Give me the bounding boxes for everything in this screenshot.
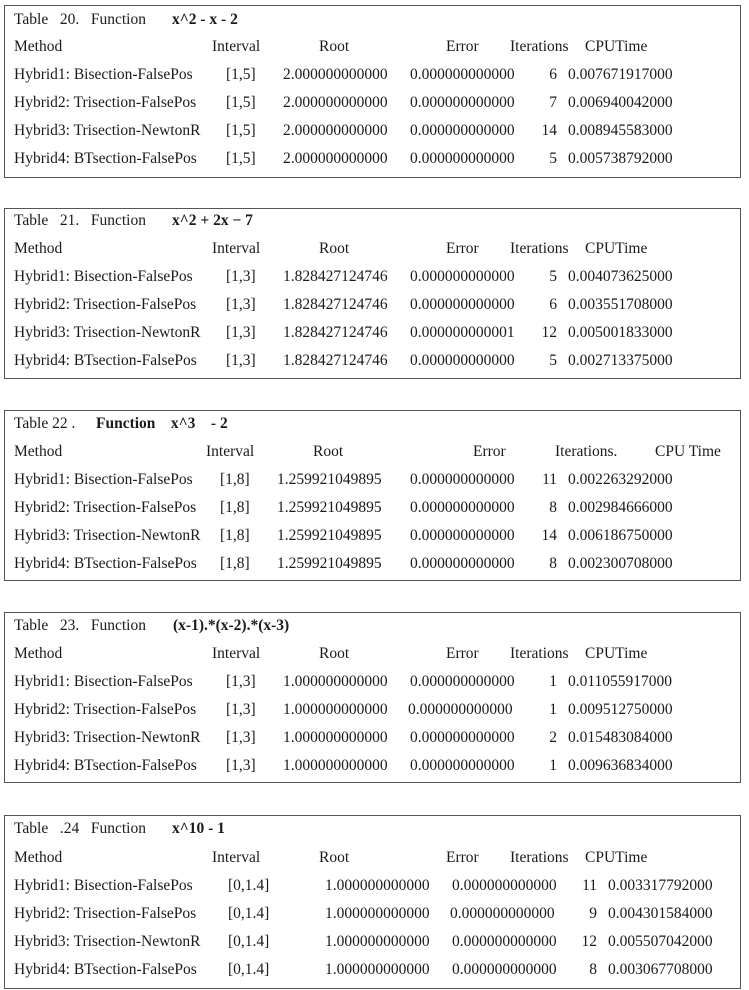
cell-cputime: 0.004073625000 [568, 268, 673, 285]
header-method: Method [14, 849, 63, 866]
cell-cputime: 0.009512750000 [568, 701, 673, 718]
cell-iterations: 5 [549, 352, 557, 369]
cell-interval: [0,1.4] [228, 961, 270, 978]
table-header [5, 442, 742, 462]
cell-error: 0.000000000000 [410, 66, 515, 83]
header-cputime: CPUTime [585, 38, 648, 55]
table-24 [4, 815, 741, 989]
function-expression: x^2 + 2x − 7 [172, 212, 253, 229]
cell-iterations: 5 [549, 268, 557, 285]
table-header [5, 644, 742, 664]
cell-interval: [1,3] [226, 701, 256, 718]
cell-error: 0.000000000000 [450, 905, 555, 922]
header-method: Method [14, 443, 63, 460]
cell-error: 0.000000000000 [452, 877, 557, 894]
cell-method: Hybrid1: Bisection-FalsePos [14, 66, 193, 83]
cell-root: 1.000000000000 [283, 701, 388, 718]
header-method: Method [14, 645, 63, 662]
cell-iterations: 1 [549, 673, 557, 690]
header-method: Method [14, 38, 63, 55]
cell-error: 0.000000000000 [408, 701, 513, 718]
cell-error: 0.000000000001 [410, 324, 515, 341]
cell-error: 0.000000000000 [410, 499, 515, 516]
cell-cputime: 0.006940042000 [568, 94, 673, 111]
cell-iterations: 7 [549, 94, 557, 111]
cell-error: 0.000000000000 [452, 961, 557, 978]
table-row [5, 93, 742, 113]
cell-error: 0.000000000000 [410, 94, 515, 111]
table-row [5, 960, 742, 980]
cell-cputime: 0.003067708000 [608, 961, 713, 978]
cell-error: 0.000000000000 [410, 296, 515, 313]
cell-method: Hybrid1: Bisection-FalsePos [14, 877, 193, 894]
cell-method: Hybrid3: Trisection-NewtonR [14, 933, 201, 950]
cell-method: Hybrid3: Trisection-NewtonR [14, 324, 201, 341]
cell-iterations: 8 [589, 961, 597, 978]
cell-error: 0.000000000000 [410, 555, 515, 572]
header-root: Root [319, 645, 350, 662]
cell-cputime: 0.011055917000 [568, 673, 673, 690]
cell-cputime: 0.006186750000 [568, 527, 673, 544]
header-root: Root [319, 240, 350, 257]
header-interval: Interval [212, 849, 261, 866]
cell-iterations: 14 [541, 527, 557, 544]
header-interval: Interval [212, 38, 261, 55]
cell-iterations: 12 [581, 933, 597, 950]
header-iterations: Iterations [510, 849, 569, 866]
header-error: Error [446, 38, 479, 55]
cell-interval: [1,5] [226, 122, 256, 139]
header-root: Root [313, 443, 344, 460]
cell-interval: [1,3] [226, 352, 256, 369]
header-iterations: Iterations [510, 645, 569, 662]
header-error: Error [446, 849, 479, 866]
header-root: Root [319, 38, 350, 55]
cell-root: 1.000000000000 [283, 757, 388, 774]
cell-cputime: 0.002713375000 [568, 352, 673, 369]
cell-method: Hybrid2: Trisection-FalsePos [14, 296, 197, 313]
cell-error: 0.000000000000 [410, 471, 515, 488]
table-row [5, 756, 742, 776]
function-expression: x^2 - x - 2 [172, 11, 238, 28]
cell-interval: [1,8] [220, 471, 250, 488]
table-row [5, 323, 742, 343]
cell-root: 1.828427124746 [283, 268, 388, 285]
table-header [5, 848, 742, 868]
cell-method: Hybrid2: Trisection-FalsePos [14, 499, 197, 516]
cell-interval: [1,8] [220, 555, 250, 572]
cell-root: 1.259921049895 [277, 527, 382, 544]
cell-cputime: 0.002300708000 [568, 555, 673, 572]
header-cputime: CPUTime [585, 645, 648, 662]
cell-root: 2.000000000000 [283, 122, 388, 139]
table-row [5, 876, 742, 896]
header-error: Error [446, 240, 479, 257]
table-20 [4, 5, 741, 178]
table-23 [4, 612, 741, 783]
cell-cputime: 0.003551708000 [568, 296, 673, 313]
cell-iterations: 8 [549, 555, 557, 572]
cell-root: 1.828427124746 [283, 296, 388, 313]
cell-cputime: 0.005507042000 [608, 933, 713, 950]
cell-cputime: 0.005738792000 [568, 150, 673, 167]
cell-root: 1.000000000000 [283, 729, 388, 746]
cell-interval: [1,8] [220, 499, 250, 516]
cell-error: 0.000000000000 [410, 150, 515, 167]
cell-interval: [1,8] [220, 527, 250, 544]
cell-interval: [1,5] [226, 150, 256, 167]
cell-iterations: 1 [549, 757, 557, 774]
cell-error: 0.000000000000 [410, 673, 515, 690]
cell-interval: [1,3] [226, 268, 256, 285]
cell-interval: [1,3] [226, 729, 256, 746]
cell-cputime: 0.005001833000 [568, 324, 673, 341]
cell-method: Hybrid2: Trisection-FalsePos [14, 905, 197, 922]
cell-root: 1.000000000000 [325, 933, 430, 950]
cell-interval: [1,3] [226, 673, 256, 690]
cell-method: Hybrid2: Trisection-FalsePos [14, 701, 197, 718]
cell-error: 0.000000000000 [410, 352, 515, 369]
cell-cputime: 0.004301584000 [608, 905, 713, 922]
header-error: Error [446, 645, 479, 662]
header-interval: Interval [206, 443, 255, 460]
table-21 [4, 208, 741, 379]
cell-error: 0.000000000000 [410, 757, 515, 774]
cell-iterations: 12 [541, 324, 557, 341]
header-iterations: Iterations [510, 38, 569, 55]
table-header [5, 239, 742, 259]
cell-root: 1.000000000000 [283, 673, 388, 690]
cell-iterations: 9 [589, 905, 597, 922]
header-cputime: CPUTime [585, 240, 648, 257]
table-row [5, 904, 742, 924]
cell-cputime: 0.015483084000 [568, 729, 673, 746]
cell-cputime: 0.009636834000 [568, 757, 673, 774]
function-expression: x^10 - 1 [172, 820, 225, 837]
cell-error: 0.000000000000 [410, 527, 515, 544]
cell-interval: [1,3] [226, 296, 256, 313]
cell-root: 1.259921049895 [277, 471, 382, 488]
header-error: Error [473, 443, 506, 460]
cell-cputime: 0.002984666000 [568, 499, 673, 516]
table-row [5, 526, 742, 546]
header-interval: Interval [212, 645, 261, 662]
cell-interval: [1,5] [226, 94, 256, 111]
cell-cputime: 0.003317792000 [608, 877, 713, 894]
cell-root: 1.259921049895 [277, 555, 382, 572]
cell-method: Hybrid1: Bisection-FalsePos [14, 471, 193, 488]
cell-method: Hybrid3: Trisection-NewtonR [14, 122, 201, 139]
caption-label: Table 23. Function [14, 617, 146, 634]
cell-root: 1.828427124746 [283, 352, 388, 369]
caption-label: Table 22 . [14, 415, 76, 432]
cell-root: 2.000000000000 [283, 150, 388, 167]
cell-method: Hybrid4: BTsection-FalsePos [14, 555, 197, 572]
table-row [5, 498, 742, 518]
cell-iterations: 11 [582, 877, 597, 894]
table-row [5, 932, 742, 952]
header-cputime: CPU Time [655, 443, 721, 460]
header-iterations: Iterations. [555, 443, 618, 460]
cell-method: Hybrid2: Trisection-FalsePos [14, 94, 197, 111]
table-row [5, 672, 742, 692]
cell-iterations: 14 [541, 122, 557, 139]
cell-interval: [1,3] [226, 324, 256, 341]
table-row [5, 65, 742, 85]
cell-iterations: 11 [542, 471, 557, 488]
cell-iterations: 2 [549, 729, 557, 746]
cell-interval: [1,5] [226, 66, 256, 83]
table-row [5, 121, 742, 141]
cell-root: 1.000000000000 [325, 961, 430, 978]
caption-label: Table 20. Function [14, 11, 146, 28]
caption-label: Table .24 Function [14, 820, 146, 837]
table-row [5, 295, 742, 315]
cell-iterations: 1 [549, 701, 557, 718]
cell-error: 0.000000000000 [410, 729, 515, 746]
function-expression: (x-1).*(x-2).*(x-3) [173, 617, 290, 634]
cell-iterations: 8 [549, 499, 557, 516]
header-root: Root [319, 849, 350, 866]
cell-iterations: 6 [549, 66, 557, 83]
cell-method: Hybrid4: BTsection-FalsePos [14, 150, 197, 167]
cell-method: Hybrid4: BTsection-FalsePos [14, 352, 197, 369]
cell-root: 2.000000000000 [283, 66, 388, 83]
cell-root: 1.000000000000 [325, 877, 430, 894]
cell-error: 0.000000000000 [452, 933, 557, 950]
cell-interval: [0,1.4] [228, 905, 270, 922]
cell-root: 2.000000000000 [283, 94, 388, 111]
table-row [5, 149, 742, 169]
cell-method: Hybrid4: BTsection-FalsePos [14, 961, 197, 978]
cell-root: 1.828427124746 [283, 324, 388, 341]
table-row [5, 700, 742, 720]
table-row [5, 351, 742, 371]
cell-cputime: 0.007671917000 [568, 66, 673, 83]
table-row [5, 554, 742, 574]
function-expression: Function x^3 - 2 [96, 415, 228, 432]
cell-iterations: 6 [549, 296, 557, 313]
table-22 [4, 410, 741, 581]
header-iterations: Iterations [510, 240, 569, 257]
table-row [5, 267, 742, 287]
cell-method: Hybrid1: Bisection-FalsePos [14, 673, 193, 690]
table-row [5, 470, 742, 490]
cell-method: Hybrid4: BTsection-FalsePos [14, 757, 197, 774]
cell-method: Hybrid1: Bisection-FalsePos [14, 268, 193, 285]
header-interval: Interval [212, 240, 261, 257]
cell-method: Hybrid3: Trisection-NewtonR [14, 527, 201, 544]
cell-interval: [0,1.4] [228, 933, 270, 950]
header-cputime: CPUTime [585, 849, 648, 866]
caption-label: Table 21. Function [14, 212, 146, 229]
cell-root: 1.000000000000 [325, 905, 430, 922]
cell-method: Hybrid3: Trisection-NewtonR [14, 729, 201, 746]
cell-cputime: 0.008945583000 [568, 122, 673, 139]
cell-root: 1.259921049895 [277, 499, 382, 516]
cell-interval: [1,3] [226, 757, 256, 774]
cell-cputime: 0.002263292000 [568, 471, 673, 488]
cell-interval: [0,1.4] [228, 877, 270, 894]
header-method: Method [14, 240, 63, 257]
cell-iterations: 5 [549, 150, 557, 167]
table-row [5, 728, 742, 748]
table-header [5, 37, 742, 57]
cell-error: 0.000000000000 [410, 122, 515, 139]
cell-error: 0.000000000000 [410, 268, 515, 285]
